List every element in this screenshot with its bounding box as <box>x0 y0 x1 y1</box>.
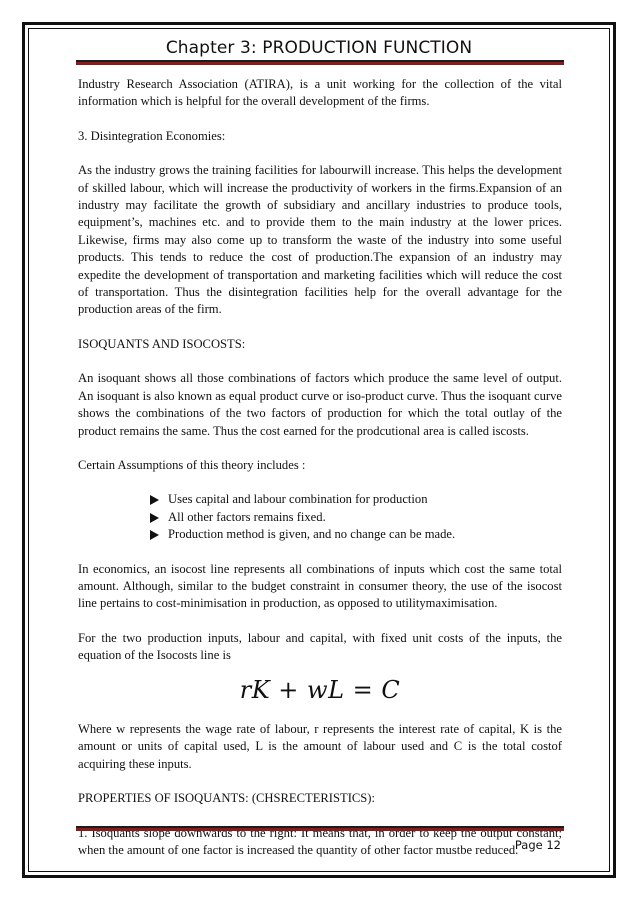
isocost-equation: rK + wL = C <box>239 675 401 704</box>
list-item: Uses capital and labour combination for production <box>149 491 562 508</box>
bullet-arrow-icon <box>150 513 159 523</box>
paragraph-equation-terms: Where w represents the wage rate of labour, r represents the interest rate of capital, K is the amount or units of capital used, L is the amount of labour used and C is the total costof acquiring these inputs. <box>78 721 562 771</box>
paragraph-disintegration: As the industry grows the training facilities for labourwill increase. This helps the development of skilled labour, which will increase the productivity of workers in the firms.Expansion of an industry may facilitate the growth of subsidiary and ancillary industries to produce tools, equipment’s, machines etc. and to provide them to the main industry at the lower prices. Likewise, firms may also come up to transform the waste of the industry into some useful products. This tends to reduce the cost of production.The expansion of an industry may expedite the development of transportation and marketing facilities which will reduce the cost of transportation. Thus the disintegration facilities help for the overall advantage for the production areas of the firm. <box>78 163 562 317</box>
paragraph-atira: Industry Research Association (ATIRA), is a unit working for the collection of the vital information which is helpful for the overall development of the firms. <box>78 77 562 109</box>
page-content <box>78 76 562 876</box>
paragraph-isocost-line: In economics, an isocost line represents all combinations of inputs which cost the same total amount. Although, similar to the budget constraint in consumer theory, the use of the isocost line pertains to cost-minimisation in production, as opposed to utilitymaximisation. <box>78 561 562 611</box>
paragraph-isoquant-definition: An isoquant shows all those combinations of factors which produce the same level of output. An isoquant is also known as equal product curve or iso-product curve. Thus the isoquant curve shows the combinations of the two factors of production for which the total outlay of the product remains the same. Thus the cost earned for the prodcutional area is called iscosts. <box>78 371 562 438</box>
paragraph-equation-intro: For the two production inputs, labour and capital, with fixed unit costs of the inputs, the equation of the Isocosts line is <box>78 630 562 663</box>
assumptions-list <box>78 491 562 543</box>
paragraph-property-1: 1. Isoquants slope downwards to the right: It means that, in order to keep the output constant; when the amount of one factor is increased the quantity of other factor mustbe reduced. <box>78 825 562 857</box>
heading-disintegration: 3. Disintegration Economies: <box>78 128 226 143</box>
page-number: Page 12 <box>514 838 561 852</box>
bullet-arrow-icon <box>150 495 159 505</box>
footer-rule <box>76 826 564 831</box>
header-rule <box>76 60 564 65</box>
bullet-arrow-icon <box>150 530 159 540</box>
chapter-title: Chapter 3: PRODUCTION FUNCTION <box>165 38 473 58</box>
paragraph-assumptions-intro: Certain Assumptions of this theory includes : <box>78 457 306 472</box>
list-item: Production method is given, and no change can be made. <box>149 526 562 543</box>
heading-isoquants-isocosts: ISOQUANTS AND ISOCOSTS: <box>78 336 246 351</box>
list-item: All other factors remains fixed. <box>149 509 562 526</box>
heading-properties: PROPERTIES OF ISOQUANTS: (CHSRECTERISTICS): <box>78 791 375 806</box>
